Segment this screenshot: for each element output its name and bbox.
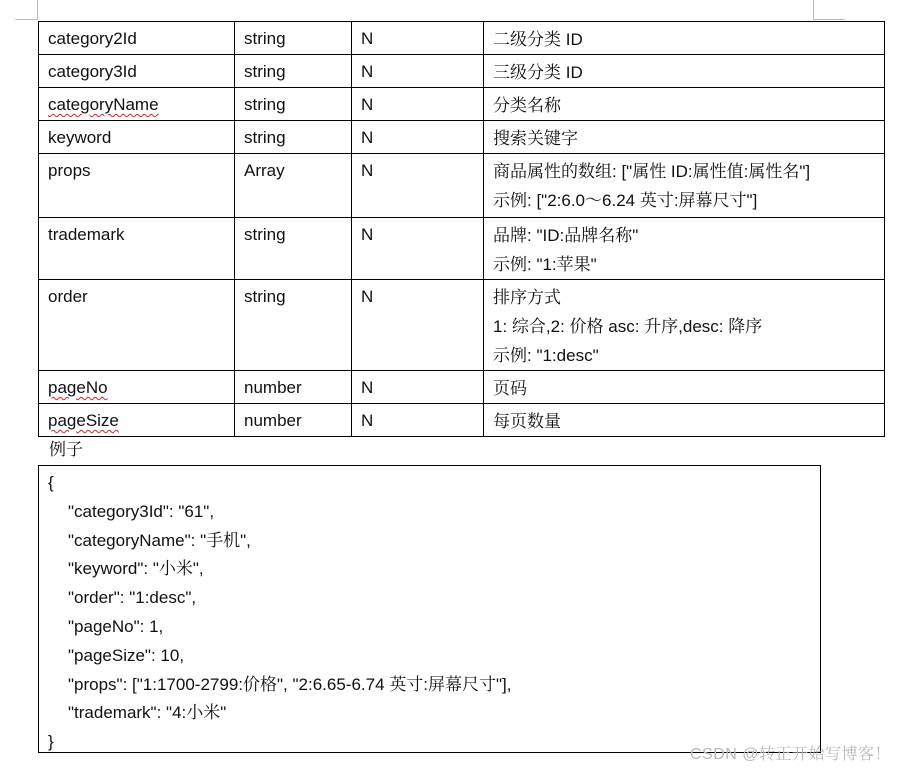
param-name: keyword <box>39 121 235 154</box>
param-type: Array <box>235 154 352 218</box>
table-row <box>39 55 885 88</box>
param-name: pageSize <box>39 404 235 437</box>
param-required: N <box>352 371 484 404</box>
param-type: string <box>235 280 352 371</box>
param-desc: 二级分类 ID <box>484 22 885 55</box>
table-row <box>39 88 885 121</box>
param-name: order <box>39 280 235 371</box>
example-code-box <box>38 465 821 753</box>
param-desc: 三级分类 ID <box>484 55 885 88</box>
code-line: "order": "1:desc", <box>68 588 197 608</box>
param-name: category3Id <box>39 55 235 88</box>
page-corner-mark-left <box>37 0 38 20</box>
param-name: pageNo <box>39 371 235 404</box>
table-row <box>39 154 885 218</box>
param-name: category2Id <box>39 22 235 55</box>
code-line: "pageNo": 1, <box>68 616 164 636</box>
table-row <box>39 218 885 280</box>
param-desc: 商品属性的数组: ["属性 ID:属性值:属性名"] 示例: ["2:6.0～6.24 英寸:屏幕尺寸"] <box>484 154 885 218</box>
csdn-watermark: CSDN @转正开始写博客！ <box>689 746 891 763</box>
code-line: { <box>48 473 54 492</box>
param-required: N <box>352 154 484 218</box>
param-type: string <box>235 218 352 280</box>
param-desc: 排序方式 1: 综合,2: 价格 asc: 升序,desc: 降序 示例: "1:desc" <box>484 280 885 371</box>
example-title: 例子 <box>49 440 83 459</box>
code-line: "keyword": "小米", <box>68 559 204 579</box>
param-required: N <box>352 280 484 371</box>
param-desc: 分类名称 <box>484 88 885 121</box>
table-row <box>39 371 885 404</box>
param-type: number <box>235 371 352 404</box>
code-line: "props": ["1:1700-2799:价格", "2:6.65-6.74 英寸:屏幕尺寸"], <box>68 674 512 694</box>
param-required: N <box>352 55 484 88</box>
code-line: "category3Id": "61", <box>68 501 215 521</box>
code-line: "categoryName": "手机", <box>68 530 251 550</box>
param-required: N <box>352 88 484 121</box>
param-required: N <box>352 404 484 437</box>
param-type: string <box>235 22 352 55</box>
code-line: } <box>48 732 54 752</box>
param-desc: 每页数量 <box>484 404 885 437</box>
param-required: N <box>352 218 484 280</box>
param-required: N <box>352 121 484 154</box>
param-desc: 页码 <box>484 371 885 404</box>
table-row <box>39 121 885 154</box>
code-line: "pageSize": 10, <box>68 645 185 665</box>
param-name: categoryName <box>39 88 235 121</box>
table-row <box>39 22 885 55</box>
param-desc: 搜索关键字 <box>484 121 885 154</box>
param-type: string <box>235 121 352 154</box>
table-row <box>39 404 885 437</box>
param-name: trademark <box>39 218 235 280</box>
param-desc: 品牌: "ID:品牌名称" 示例: "1:苹果" <box>484 218 885 280</box>
page-corner-mark-right <box>813 0 814 20</box>
param-type: string <box>235 55 352 88</box>
param-name: props <box>39 154 235 218</box>
param-type: string <box>235 88 352 121</box>
param-required: N <box>352 22 484 55</box>
table-row <box>39 280 885 371</box>
code-line: "trademark": "4:小米" <box>68 703 227 723</box>
param-type: number <box>235 404 352 437</box>
params-table <box>38 21 885 437</box>
